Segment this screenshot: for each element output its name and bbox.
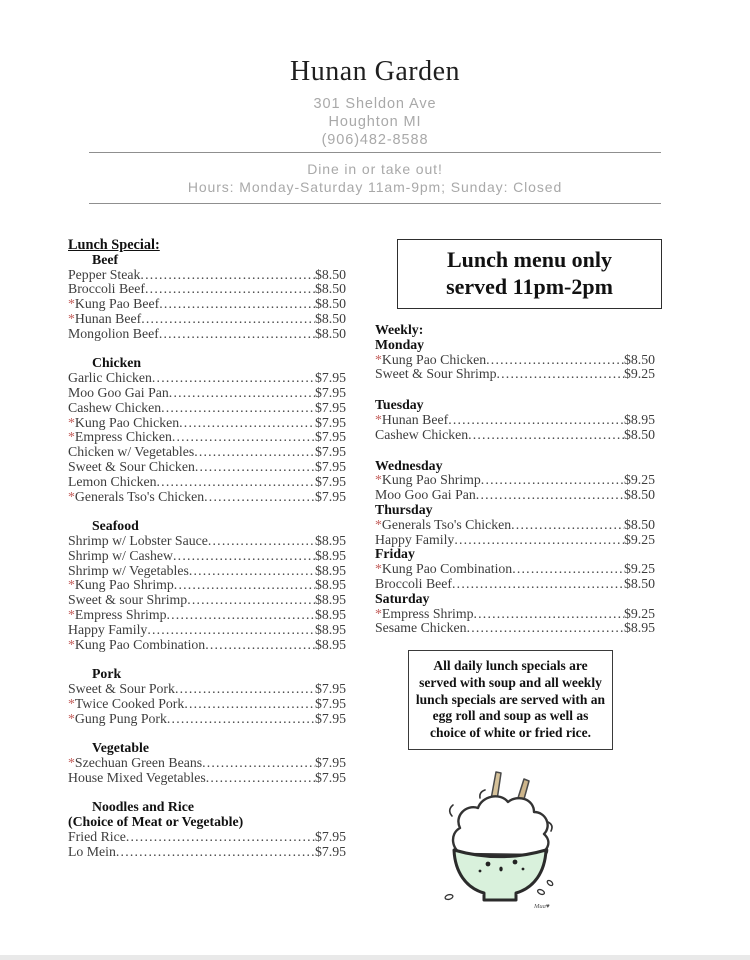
- spicy-asterisk: *: [375, 561, 382, 577]
- weekly-day-group: [375, 459, 655, 503]
- lunch-special-column: [68, 238, 346, 859]
- item-name: Shrimp w/ Lobster Sauce: [68, 532, 208, 548]
- item-name: *Kung Pao Chicken: [375, 351, 487, 367]
- menu-section: [68, 800, 346, 859]
- dot-leader: [454, 533, 624, 548]
- item-name: *Hunan Beef: [68, 310, 142, 326]
- rice-mound-icon: [453, 796, 548, 855]
- item-name: Fried Rice: [68, 828, 126, 844]
- banner-line1: Lunch menu only: [446, 247, 613, 272]
- spicy-asterisk: *: [375, 516, 382, 532]
- weekly-day-heading: Thursday: [375, 501, 433, 517]
- item-name: *Generals Tso's Chicken: [68, 488, 205, 504]
- menu-item-row: [68, 608, 346, 623]
- item-name: Broccoli Beef: [375, 575, 453, 591]
- item-price: $7.95: [314, 444, 346, 460]
- weekly-day-heading: Tuesday: [375, 397, 424, 413]
- item-name: *Kung Pao Beef: [68, 296, 160, 312]
- banner-line2: served 11pm-2pm: [446, 273, 613, 299]
- item-price: $8.95: [623, 411, 655, 427]
- dot-leader: [159, 297, 315, 312]
- dot-leader: [152, 371, 315, 386]
- item-price: $8.95: [314, 592, 346, 608]
- item-name: House Mixed Vegetables: [68, 769, 206, 785]
- menu-item-row: [375, 533, 655, 548]
- header-divider-bottom: [89, 203, 661, 204]
- menu-item-row: [68, 490, 346, 505]
- menu-item-row: [68, 623, 346, 638]
- dot-leader: [195, 460, 315, 475]
- item-name: *Kung Pao Combination: [375, 561, 513, 577]
- item-price: $7.95: [314, 473, 346, 489]
- menu-item-row: [68, 297, 346, 312]
- item-price: $8.95: [314, 562, 346, 578]
- item-price: $8.95: [314, 636, 346, 652]
- menu-item-row: [68, 371, 346, 386]
- item-name: Broccoli Beef: [68, 281, 146, 297]
- menu-item-row: [375, 621, 655, 636]
- dot-leader: [187, 593, 315, 608]
- menu-item-row: [375, 353, 655, 368]
- weekly-specials-column: [375, 323, 655, 636]
- menu-item-row: [68, 564, 346, 579]
- bowl-icon: [454, 850, 546, 900]
- menu-item-row: [68, 430, 346, 445]
- weekly-day-heading: Wednesday: [375, 457, 443, 473]
- spicy-asterisk: *: [68, 710, 75, 726]
- dot-leader: [202, 756, 315, 771]
- item-name: *Kung Pao Shrimp: [375, 472, 481, 488]
- item-price: $8.95: [314, 547, 346, 563]
- address-line1: 301 Sheldon Ave: [313, 96, 437, 112]
- spicy-asterisk: *: [375, 351, 382, 367]
- item-price: $9.25: [623, 366, 655, 382]
- dot-leader: [173, 549, 315, 564]
- item-name: *Empress Chicken: [68, 429, 172, 445]
- item-price: $8.95: [623, 620, 655, 636]
- menu-item-row: [375, 428, 655, 443]
- item-name: Shrimp w/ Cashew: [68, 547, 174, 563]
- item-price: $7.95: [314, 370, 346, 386]
- dot-leader: [172, 430, 315, 445]
- weekly-title: Weekly:: [375, 322, 424, 337]
- hours-block: [0, 161, 750, 196]
- item-name: *Generals Tso's Chicken: [375, 516, 512, 532]
- menu-item-row: [68, 845, 346, 860]
- dot-leader: [169, 386, 315, 401]
- rice-fluff-icon: [480, 790, 485, 798]
- menu-item-row: [68, 682, 346, 697]
- item-price: $8.50: [623, 516, 655, 532]
- dot-leader: [474, 607, 624, 622]
- item-price: $8.50: [623, 426, 655, 442]
- item-name: Sweet & Sour Chicken: [68, 458, 195, 474]
- rice-grain-icon: [445, 894, 454, 901]
- item-price: $7.95: [314, 695, 346, 711]
- item-price: $8.50: [623, 575, 655, 591]
- item-name: *Szechuan Green Beans: [68, 754, 203, 770]
- menu-item-row: [68, 578, 346, 593]
- menu-item-row: [375, 413, 655, 428]
- item-name: Lo Mein: [68, 843, 116, 859]
- item-price: $7.95: [314, 488, 346, 504]
- dot-leader: [179, 416, 315, 431]
- weekly-day-heading: Saturday: [375, 590, 430, 606]
- item-price: $8.50: [314, 310, 346, 326]
- dot-leader: [208, 534, 315, 549]
- item-price: $8.95: [314, 577, 346, 593]
- item-price: $8.50: [314, 296, 346, 312]
- menu-section: [68, 356, 346, 504]
- item-price: $7.95: [314, 843, 346, 859]
- spicy-asterisk: *: [68, 695, 75, 711]
- dot-leader: [486, 353, 624, 368]
- item-name: *Empress Shrimp: [375, 605, 474, 621]
- phone-number: (906)482-8588: [321, 132, 429, 148]
- item-name: Sweet & Sour Pork: [68, 680, 175, 696]
- item-name: Moo Goo Gai Pan: [68, 384, 169, 400]
- menu-item-row: [68, 534, 346, 549]
- dot-leader: [161, 401, 315, 416]
- spicy-asterisk: *: [68, 488, 75, 504]
- dot-leader: [140, 268, 315, 283]
- item-price: $7.95: [314, 399, 346, 415]
- section-subheading: (Choice of Meat or Vegetable): [68, 814, 244, 830]
- menu-item-row: [375, 488, 655, 503]
- spicy-asterisk: *: [68, 310, 75, 326]
- dot-leader: [157, 475, 315, 490]
- dot-leader: [481, 473, 624, 488]
- item-price: $8.95: [314, 532, 346, 548]
- menu-item-row: [68, 282, 346, 297]
- address-line2: Houghton MI: [328, 114, 422, 130]
- page-edge-shadow: [0, 955, 750, 960]
- item-price: $8.50: [623, 351, 655, 367]
- specials-note-box: All daily lunch specials are served with soup and all weekly lunch specials are served with an egg roll and soup as well as choice of white or fried rice.: [408, 650, 613, 750]
- menu-item-row: [68, 475, 346, 490]
- weekly-day-group: [375, 547, 655, 591]
- rice-fluff-icon: [450, 805, 453, 816]
- menu-item-row: [68, 756, 346, 771]
- dot-leader: [467, 621, 624, 636]
- artist-signature: Mua♥: [534, 903, 550, 910]
- item-price: $9.25: [623, 605, 655, 621]
- item-name: Lemon Chicken: [68, 473, 157, 489]
- item-price: $8.95: [314, 621, 346, 637]
- menu-section: [68, 253, 346, 342]
- menu-item-row: [68, 712, 346, 727]
- menu-item-row: [68, 312, 346, 327]
- dot-leader: [511, 518, 624, 533]
- item-price: $7.95: [314, 754, 346, 770]
- bowl-mouth-icon: [499, 867, 502, 872]
- item-name: Cashew Chicken: [375, 426, 469, 442]
- item-name: Cashew Chicken: [68, 399, 162, 415]
- menu-item-row: [68, 386, 346, 401]
- menu-item-row: [68, 416, 346, 431]
- menu-item-row: [68, 771, 346, 786]
- item-name: Sesame Chicken: [375, 620, 467, 636]
- hours: Hours: Monday-Saturday 11am-9pm; Sunday: Closed: [187, 178, 563, 195]
- menu-item-row: [68, 830, 346, 845]
- weekly-day-heading: Friday: [375, 546, 415, 562]
- item-price: $7.95: [314, 769, 346, 785]
- spicy-asterisk: *: [68, 577, 75, 593]
- item-name: Sweet & Sour Shrimp: [375, 366, 497, 382]
- dot-leader: [145, 282, 315, 297]
- rice-grain-icon: [537, 889, 545, 896]
- menu-item-row: [68, 460, 346, 475]
- item-price: $7.95: [314, 828, 346, 844]
- dot-leader: [512, 562, 624, 577]
- section-heading: Noodles and Rice: [92, 799, 194, 815]
- item-price: $8.50: [314, 325, 346, 341]
- dot-leader: [174, 578, 315, 593]
- item-name: Mongolion Beef: [68, 325, 159, 341]
- item-name: Garlic Chicken: [68, 370, 152, 386]
- item-price: $9.25: [623, 561, 655, 577]
- spicy-asterisk: *: [68, 296, 75, 312]
- item-price: $7.95: [314, 710, 346, 726]
- dot-leader: [476, 488, 624, 503]
- lunch-special-title: Lunch Special:: [68, 237, 160, 253]
- spicy-asterisk: *: [68, 414, 75, 430]
- section-heading: Seafood: [92, 518, 139, 534]
- item-name: *Gung Pung Pork: [68, 710, 167, 726]
- item-price: $9.25: [623, 531, 655, 547]
- bowl-eye-icon: [486, 862, 491, 867]
- item-price: $9.25: [623, 472, 655, 488]
- lunch-hours-banner: [397, 239, 662, 309]
- item-price: $8.50: [623, 487, 655, 503]
- menu-item-row: [68, 401, 346, 416]
- menu-section: [68, 741, 346, 785]
- item-name: Sweet & sour Shrimp: [68, 592, 188, 608]
- dot-leader: [448, 413, 624, 428]
- item-name: *Hunan Beef: [375, 411, 449, 427]
- item-name: Pepper Steak: [68, 266, 141, 282]
- bowl-blush-icon: [522, 868, 525, 871]
- rice-grain-icon: [546, 879, 553, 886]
- menu-item-row: [68, 445, 346, 460]
- menu-item-row: [375, 562, 655, 577]
- item-name: Happy Family: [375, 531, 455, 547]
- item-name: Chicken w/ Vegetables: [68, 444, 195, 460]
- dot-leader: [116, 845, 315, 860]
- dot-leader: [205, 638, 315, 653]
- spicy-asterisk: *: [68, 429, 75, 445]
- menu-item-row: [68, 549, 346, 564]
- item-name: *Empress Shrimp: [68, 606, 167, 622]
- section-heading: Pork: [92, 666, 122, 682]
- menu-item-row: [375, 518, 655, 533]
- item-name: *Kung Pao Chicken: [68, 414, 180, 430]
- weekly-day-group: [375, 338, 655, 382]
- dot-leader: [126, 830, 315, 845]
- dot-leader: [194, 445, 315, 460]
- dot-leader: [167, 712, 315, 727]
- dot-leader: [206, 771, 315, 786]
- rice-bowl-illustration: [440, 766, 562, 913]
- menu-section: [68, 667, 346, 726]
- item-price: $7.95: [314, 384, 346, 400]
- dot-leader: [189, 564, 315, 579]
- spicy-asterisk: *: [68, 636, 75, 652]
- weekly-days: [375, 338, 655, 636]
- dot-leader: [141, 312, 315, 327]
- restaurant-address: [0, 95, 750, 149]
- dot-leader: [452, 577, 624, 592]
- item-price: $8.95: [314, 606, 346, 622]
- item-price: $7.95: [314, 414, 346, 430]
- dot-leader: [175, 682, 315, 697]
- spicy-asterisk: *: [375, 472, 382, 488]
- weekly-day-group: [375, 592, 655, 636]
- item-name: Happy Family: [68, 621, 148, 637]
- menu-item-row: [68, 697, 346, 712]
- item-name: *Kung Pao Combination: [68, 636, 206, 652]
- weekly-day-group: [375, 503, 655, 547]
- item-price: $8.50: [314, 266, 346, 282]
- spicy-asterisk: *: [68, 606, 75, 622]
- dot-leader: [468, 428, 624, 443]
- section-heading: Chicken: [92, 355, 142, 371]
- weekly-day-heading: Monday: [375, 336, 425, 352]
- restaurant-name: Hunan Garden: [289, 56, 461, 87]
- section-heading: Beef: [92, 251, 119, 267]
- menu-item-row: [375, 473, 655, 488]
- menu-item-row: [375, 577, 655, 592]
- tagline: Dine in or take out!: [307, 161, 443, 177]
- menu-item-row: [68, 268, 346, 283]
- spicy-asterisk: *: [68, 754, 75, 770]
- dot-leader: [497, 367, 624, 382]
- item-name: *Kung Pao Shrimp: [68, 577, 174, 593]
- dot-leader: [159, 327, 315, 342]
- item-name: *Twice Cooked Pork: [68, 695, 185, 711]
- spicy-asterisk: *: [375, 411, 382, 427]
- dot-leader: [204, 490, 315, 505]
- section-heading: Vegetable: [92, 740, 149, 756]
- menu-item-row: [68, 327, 346, 342]
- header-divider-top: [89, 152, 661, 153]
- menu-section: [68, 519, 346, 652]
- spicy-asterisk: *: [375, 605, 382, 621]
- dot-leader: [184, 697, 315, 712]
- lunch-special-sections: [68, 253, 346, 860]
- item-price: $8.50: [314, 281, 346, 297]
- bowl-eye-icon: [513, 860, 518, 865]
- weekly-day-group: [375, 398, 655, 442]
- item-price: $7.95: [314, 458, 346, 474]
- menu-item-row: [375, 367, 655, 382]
- menu-item-row: [68, 638, 346, 653]
- item-name: Moo Goo Gai Pan: [375, 487, 476, 503]
- item-price: $7.95: [314, 680, 346, 696]
- bowl-blush-icon: [479, 870, 482, 873]
- dot-leader: [147, 623, 315, 638]
- menu-item-row: [68, 593, 346, 608]
- item-name: Shrimp w/ Vegetables: [68, 562, 189, 578]
- dot-leader: [167, 608, 315, 623]
- item-price: $7.95: [314, 429, 346, 445]
- menu-item-row: [375, 607, 655, 622]
